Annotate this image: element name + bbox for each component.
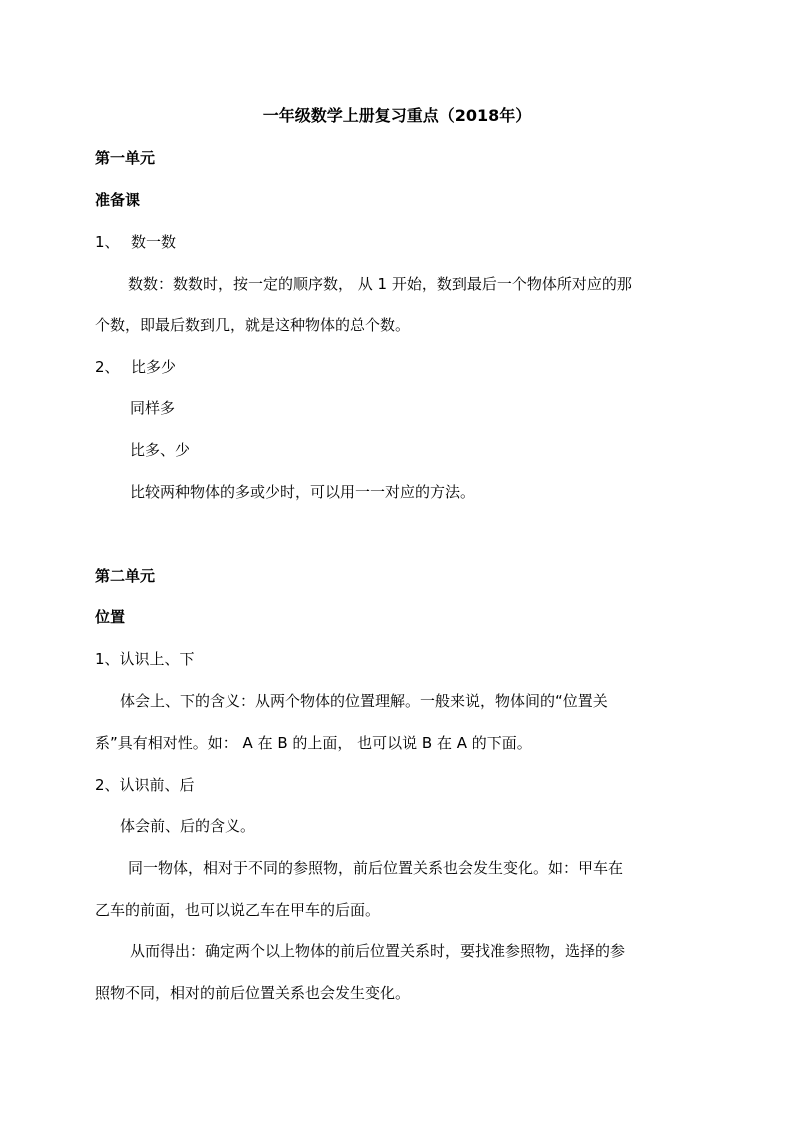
unit1-heading: 第一单元 <box>95 149 156 167</box>
unit2-section-title: 位置 <box>95 608 126 626</box>
unit1-item1-paragraph-line2: 个数，即最后数到几，就是这种物体的总个数。 <box>95 316 411 334</box>
unit1-item1-paragraph-line1: 数数：数数时，按一定的顺序数， 从 1 开始，数到最后一个物体所对应的那 <box>128 275 632 293</box>
unit1-item1-label: 数一数 <box>131 233 177 251</box>
unit1-item1 <box>95 232 176 252</box>
unit2-item2-paragraph3-line2: 照物不同，相对的前后位置关系也会发生变化。 <box>95 984 411 1002</box>
unit1-item1-number: 1、 <box>95 233 120 251</box>
unit2-item2: 2、认识前、后 <box>95 776 195 794</box>
unit1-item2 <box>95 357 176 377</box>
unit2-item2-paragraph2-line1: 同一物体，相对于不同的参照物，前后位置关系也会发生变化。如：甲车在 <box>128 859 624 877</box>
unit1-item2-number: 2、 <box>95 358 120 376</box>
unit1-item2-line3: 比较两种物体的多或少时，可以用一一对应的方法。 <box>130 483 476 501</box>
unit2-item2-paragraph1: 体会前、后的含义。 <box>120 817 256 835</box>
unit2-item2-paragraph3-line1: 从而得出：确定两个以上物体的前后位置关系时，要找准参照物，选择的参 <box>130 942 626 960</box>
unit2-heading: 第二单元 <box>95 567 156 585</box>
unit1-item2-label: 比多少 <box>131 358 177 376</box>
unit1-section-title: 准备课 <box>95 191 141 209</box>
unit2-item1-paragraph-line1: 体会上、下的含义：从两个物体的位置理解。一般来说，物体间的“位置关 <box>120 692 608 710</box>
unit1-item2-line2: 比多、少 <box>130 441 191 459</box>
unit1-item2-line1: 同样多 <box>130 399 176 417</box>
document-title: 一年级数学上册复习重点（2018年） <box>262 106 532 125</box>
unit2-item1: 1、认识上、下 <box>95 650 195 668</box>
unit2-item2-paragraph2-line2: 乙车的前面，也可以说乙车在甲车的后面。 <box>95 901 381 919</box>
unit2-item1-paragraph-line2: 系”具有相对性。如： A 在 B 的上面， 也可以说 B 在 A 的下面。 <box>95 734 532 752</box>
